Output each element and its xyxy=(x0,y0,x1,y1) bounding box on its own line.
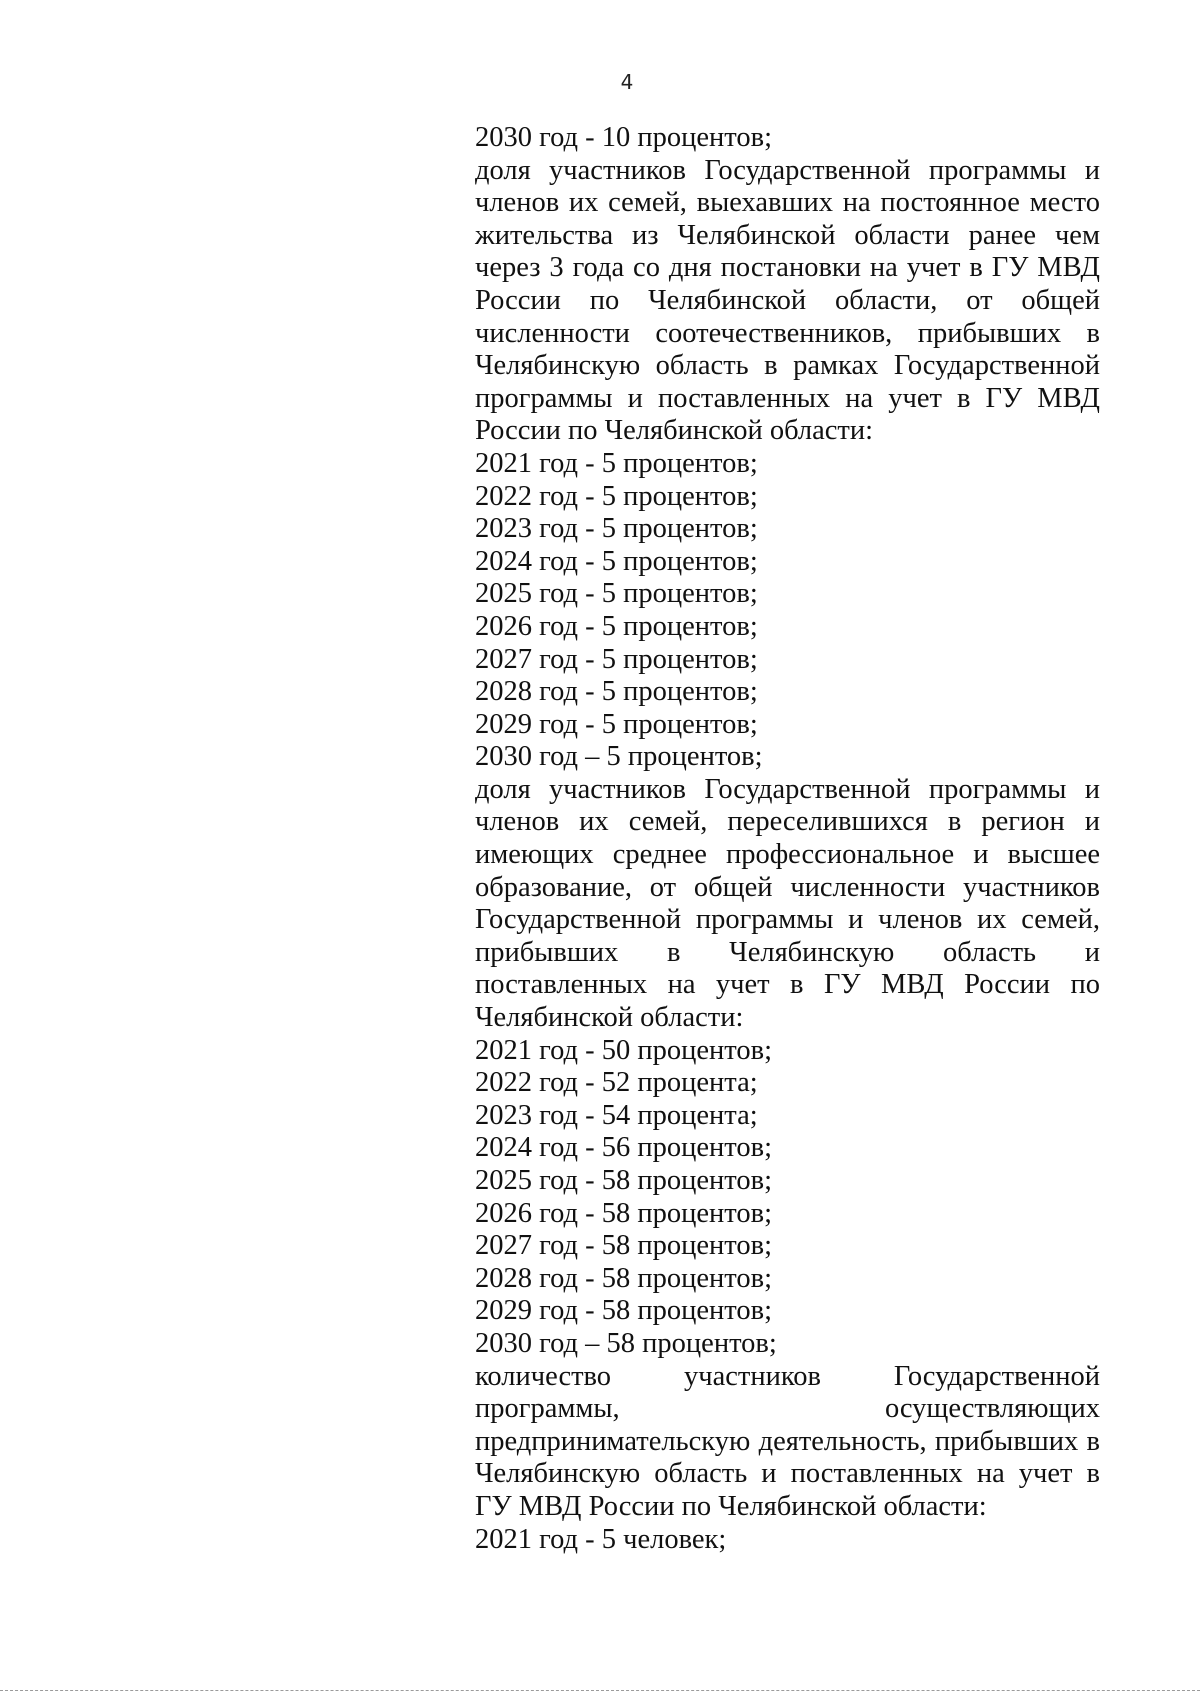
list-item: 2029 год - 5 процентов; xyxy=(475,708,758,740)
paragraph-emigrated-share: доля участников Государственной программы и членов их семей, выехавших на постоянное место жительства из Челябинской области ранее чем через 3 года со дня постановки на учет в ГУ МВД России по Челябинской области, от общей численности соотечественников, прибывших в Челябинскую область в рамках Государственной программы и поставленных на учет в ГУ МВД России по Челябинской области: xyxy=(475,154,1100,447)
list-item: 2030 год – 5 процентов; xyxy=(475,741,763,773)
page-number: 4 xyxy=(620,70,634,94)
list-emigrated-share xyxy=(475,448,1100,774)
paragraph-education-share: доля участников Государственной программы и членов их семей, переселившихся в регион и имеющих среднее профессиональное и высшее образование, от общей численности участников Государственной программы и членов их семей, прибывших в Челябинскую область и поставленных на учет в ГУ МВД России по Челябинской области: xyxy=(475,773,1100,1034)
list-item: 2023 год - 54 процента; xyxy=(475,1099,758,1131)
list-item: 2027 год - 58 процентов; xyxy=(475,1230,773,1262)
text-line: 2030 год - 10 процентов; xyxy=(475,122,773,153)
list-item: 2024 год - 56 процентов; xyxy=(475,1132,773,1164)
list-item: 2023 год - 5 процентов; xyxy=(475,513,758,545)
list-entrepreneurs-count xyxy=(475,1524,1100,1557)
list-item: 2028 год - 5 процентов; xyxy=(475,676,758,708)
list-item: 2024 год - 5 процентов; xyxy=(475,545,758,577)
list-item: 2029 год - 58 процентов; xyxy=(475,1295,773,1327)
list-item: 2025 год - 5 процентов; xyxy=(475,578,758,610)
list-item: 2027 год - 5 процентов; xyxy=(475,643,758,675)
document-body xyxy=(475,122,1100,1556)
list-item: 2026 год - 58 процентов; xyxy=(475,1197,773,1229)
list-education-share xyxy=(475,1035,1100,1361)
scan-edge-divider xyxy=(0,1690,1200,1691)
paragraph-entrepreneurs-count: количество участников Государственной программы, осуществляющих предпринимательскую деятельность, прибывших в Челябинскую область и поставленных на учет в ГУ МВД России по Челябинской области: xyxy=(475,1360,1100,1522)
list-item: 2021 год - 5 человек; xyxy=(475,1523,727,1555)
list-item: 2021 год - 5 процентов; xyxy=(475,447,758,479)
list-item: 2030 год – 58 процентов; xyxy=(475,1327,777,1359)
list-item: 2022 год - 5 процентов; xyxy=(475,480,758,512)
list-item: 2022 год - 52 процента; xyxy=(475,1067,758,1099)
list-item: 2026 год - 5 процентов; xyxy=(475,610,758,642)
list-item: 2025 год - 58 процентов; xyxy=(475,1165,773,1196)
list-item: 2021 год - 50 процентов; xyxy=(475,1034,773,1066)
list-item: 2028 год - 58 процентов; xyxy=(475,1262,773,1294)
